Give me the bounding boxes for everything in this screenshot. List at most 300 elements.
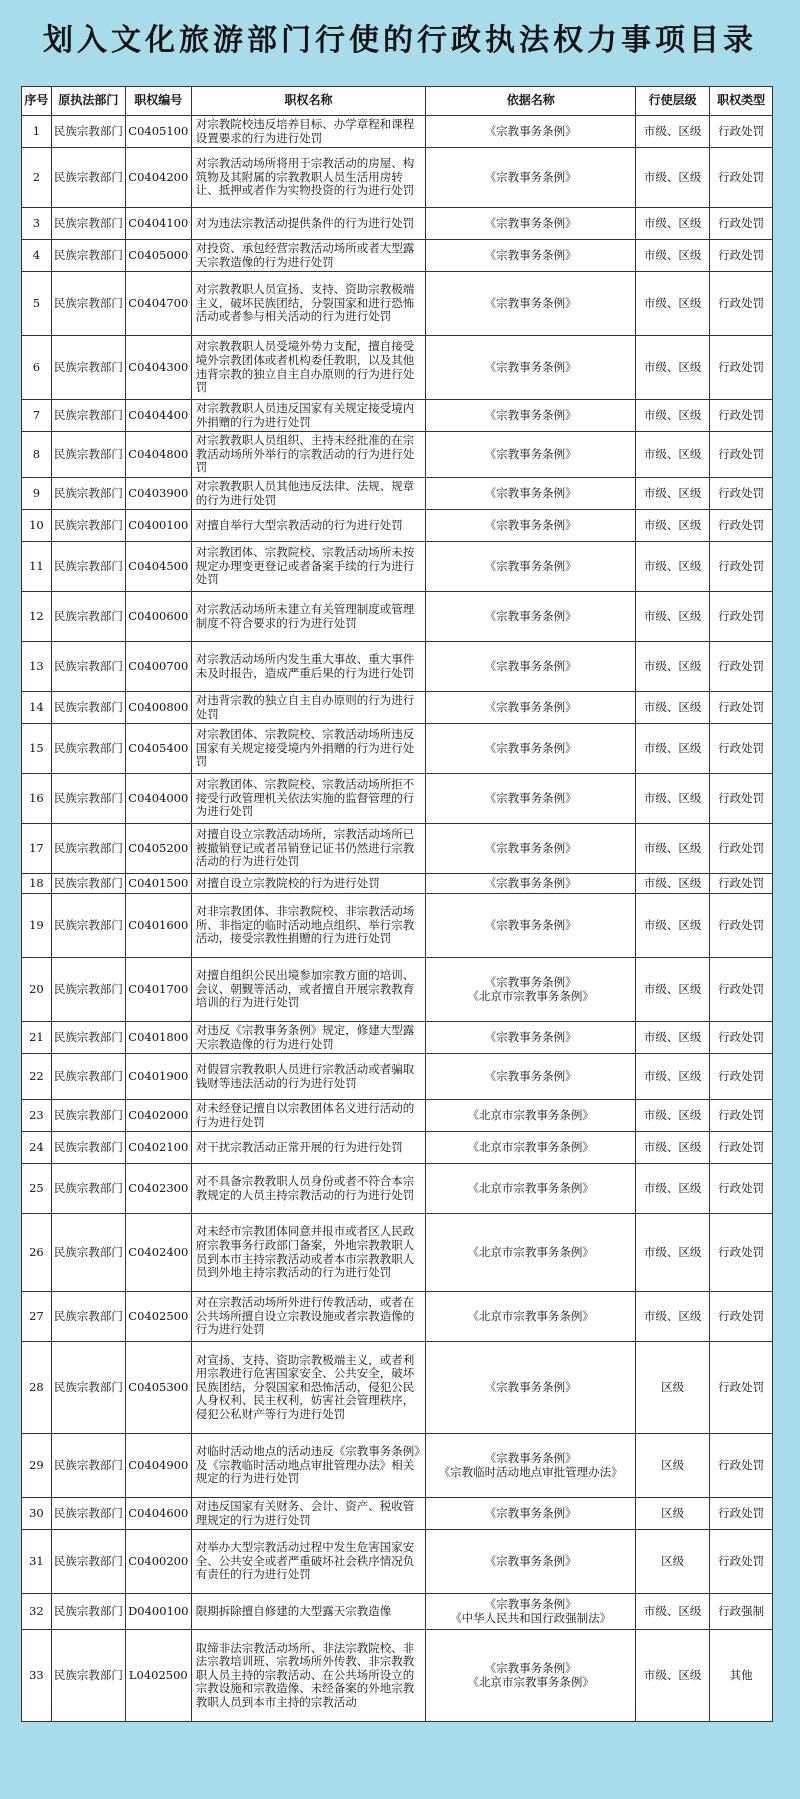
- cell-name: 对宗教团体、宗教院校、宗教活动场所违反国家有关规定接受境内外捐赠的行为进行处罚: [191, 724, 426, 774]
- cell-no: 11: [22, 542, 52, 592]
- table-row: [22, 336, 773, 400]
- cell-dept: 民族宗教部门: [51, 478, 125, 510]
- basis-item: 《宗教事务条例》: [484, 974, 577, 989]
- cell-no: 13: [22, 642, 52, 692]
- cell-name: 限期拆除擅自修建的大型露天宗教造像: [191, 1594, 426, 1630]
- cell-dept: 民族宗教部门: [51, 1022, 125, 1054]
- cell-type: 行政处罚: [710, 642, 773, 692]
- cell-dept: 民族宗教部门: [51, 432, 125, 478]
- cell-code: C0400100: [125, 510, 191, 542]
- table-row: [22, 1054, 773, 1100]
- cell-level: 区级: [636, 1342, 710, 1434]
- cell-no: 12: [22, 592, 52, 642]
- cell-name: 对违背宗教的独立自主自办原则的行为进行处罚: [191, 692, 426, 724]
- cell-level: 区级: [636, 1434, 710, 1498]
- cell-name: 对投资、承包经营宗教活动场所或者大型露天宗教造像的行为进行处罚: [191, 240, 426, 272]
- table-row: [22, 592, 773, 642]
- cell-code: C0402500: [125, 1292, 191, 1342]
- table-row: [22, 148, 773, 208]
- table-row: [22, 1100, 773, 1132]
- basis-item: 《北京市宗教事务条例》: [467, 1180, 594, 1195]
- cell-name: 对宗教教职人员组织、主持未经批准的在宗教活动场所外举行的宗教活动的行为进行处罚: [191, 432, 426, 478]
- table-row: [22, 724, 773, 774]
- basis-item: 《北京市宗教事务条例》: [467, 1674, 594, 1689]
- cell-no: 23: [22, 1100, 52, 1132]
- cell-dept: 民族宗教部门: [51, 874, 125, 894]
- cell-basis: [426, 542, 636, 592]
- cell-type: 行政处罚: [710, 958, 773, 1022]
- header-level: 行使层级: [636, 87, 710, 116]
- cell-name: 对擅自设立宗教活动场所，宗教活动场所已被撤销登记或者吊销登记证书仍然进行宗教活动的行为进行处罚: [191, 824, 426, 874]
- cell-type: 行政处罚: [710, 400, 773, 432]
- cell-type: 行政处罚: [710, 510, 773, 542]
- cell-level: 市级、区级: [636, 958, 710, 1022]
- table-row: [22, 1164, 773, 1214]
- cell-dept: 民族宗教部门: [51, 1530, 125, 1594]
- cell-no: 30: [22, 1498, 52, 1530]
- cell-name: 对未经登记擅自以宗教团体名义进行活动的行为进行处罚: [191, 1100, 426, 1132]
- cell-type: 行政处罚: [710, 1164, 773, 1214]
- cell-dept: 民族宗教部门: [51, 1594, 125, 1630]
- cell-name: 对宗教教职人员宣扬、支持、资助宗教极端主义，破坏民族团结，分裂国家和进行恐怖活动或者参与相关活动的行为进行处罚: [191, 272, 426, 336]
- cell-code: C0405100: [125, 116, 191, 148]
- cell-code: C0400200: [125, 1530, 191, 1594]
- cell-basis: [426, 432, 636, 478]
- cell-code: C0402100: [125, 1132, 191, 1164]
- cell-no: 32: [22, 1594, 52, 1630]
- basis-item: 《宗教事务条例》: [484, 407, 577, 422]
- table-row: [22, 432, 773, 478]
- cell-code: C0401900: [125, 1054, 191, 1100]
- cell-name: 对宗教团体、宗教院校、宗教活动场所拒不接受行政管理机关依法实施的监督管理的行为进行处罚: [191, 774, 426, 824]
- cell-code: D0400100: [125, 1594, 191, 1630]
- table-row: [22, 824, 773, 874]
- cell-basis: [426, 1342, 636, 1434]
- cell-level: 市级、区级: [636, 1054, 710, 1100]
- cell-name: 对擅自设立宗教院校的行为进行处罚: [191, 874, 426, 894]
- cell-code: C0401700: [125, 958, 191, 1022]
- cell-type: 行政处罚: [710, 148, 773, 208]
- cell-level: 市级、区级: [636, 240, 710, 272]
- cell-type: 其他: [710, 1630, 773, 1722]
- cell-type: 行政处罚: [710, 774, 773, 824]
- cell-no: 16: [22, 774, 52, 824]
- basis-item: 《宗教事务条例》: [484, 359, 577, 374]
- basis-item: 《宗教事务条例》: [484, 247, 577, 262]
- cell-name: 对宗教活动场所将用于宗教活动的房屋、构筑物及其附属的宗教教职人员生活用房转让、抵押或者作为实物投资的行为进行处罚: [191, 148, 426, 208]
- cell-basis: [426, 774, 636, 824]
- cell-code: C0401600: [125, 894, 191, 958]
- cell-level: 市级、区级: [636, 774, 710, 824]
- cell-type: 行政强制: [710, 1594, 773, 1630]
- cell-name: 对宗教教职人员受境外势力支配，擅自接受境外宗教团体或者机构委任教职，以及其他违背宗教的独立自主自办原则的行为进行处罚: [191, 336, 426, 400]
- cell-name: 对未经市宗教团体同意并报市或者区人民政府宗教事务行政部门备案，外地宗教教职人员到本市主持宗教活动或者本市宗教教职人员到外地主持宗教活动的行为进行处罚: [191, 1214, 426, 1292]
- basis-item: 《宗教事务条例》: [484, 558, 577, 573]
- cell-code: C0404400: [125, 400, 191, 432]
- cell-code: C0402300: [125, 1164, 191, 1214]
- cell-type: 行政处罚: [710, 692, 773, 724]
- header-dept: 原执法部门: [51, 87, 125, 116]
- cell-basis: [426, 642, 636, 692]
- cell-dept: 民族宗教部门: [51, 400, 125, 432]
- cell-basis: [426, 1594, 636, 1630]
- table-row: [22, 478, 773, 510]
- table-row: [22, 894, 773, 958]
- cell-type: 行政处罚: [710, 592, 773, 642]
- cell-no: 1: [22, 116, 52, 148]
- cell-basis: [426, 692, 636, 724]
- basis-item: 《宗教事务条例》: [484, 790, 577, 805]
- cell-name: 对举办大型宗教活动过程中发生危害国家安全、公共安全或者严重破坏社会秩序情况负有责任的行为进行处罚: [191, 1530, 426, 1594]
- cell-basis: [426, 874, 636, 894]
- cell-type: 行政处罚: [710, 1132, 773, 1164]
- cell-no: 2: [22, 148, 52, 208]
- basis-item: 《宗教事务条例》: [484, 485, 577, 500]
- basis-item: 《宗教事务条例》: [484, 1450, 577, 1465]
- cell-level: 区级: [636, 1498, 710, 1530]
- cell-dept: 民族宗教部门: [51, 642, 125, 692]
- cell-dept: 民族宗教部门: [51, 894, 125, 958]
- cell-type: 行政处罚: [710, 432, 773, 478]
- table-row: [22, 1132, 773, 1164]
- cell-name: 对宗教教职人员违反国家有关规定接受境内外捐赠的行为进行处罚: [191, 400, 426, 432]
- cell-level: 市级、区级: [636, 116, 710, 148]
- cell-basis: [426, 240, 636, 272]
- cell-no: 18: [22, 874, 52, 894]
- cell-dept: 民族宗教部门: [51, 692, 125, 724]
- cell-type: 行政处罚: [710, 1054, 773, 1100]
- cell-level: 市级、区级: [636, 400, 710, 432]
- cell-level: 市级、区级: [636, 432, 710, 478]
- cell-basis: [426, 1054, 636, 1100]
- cell-name: 对临时活动地点的活动违反《宗教事务条例》及《宗教临时活动地点审批管理办法》相关规定的行为进行处罚: [191, 1434, 426, 1498]
- header-row: [22, 87, 773, 116]
- cell-basis: [426, 1022, 636, 1054]
- cell-basis: [426, 724, 636, 774]
- cell-name: 对假冒宗教教职人员进行宗教活动或者骗取钱财等违法活动的行为进行处罚: [191, 1054, 426, 1100]
- table-row: [22, 208, 773, 240]
- cell-level: 市级、区级: [636, 148, 710, 208]
- cell-level: 市级、区级: [636, 692, 710, 724]
- cell-dept: 民族宗教部门: [51, 1054, 125, 1100]
- cell-code: C0401800: [125, 1022, 191, 1054]
- cell-basis: [426, 958, 636, 1022]
- cell-dept: 民族宗教部门: [51, 510, 125, 542]
- cell-code: C0404700: [125, 272, 191, 336]
- cell-no: 27: [22, 1292, 52, 1342]
- table-body: [22, 116, 773, 1722]
- cell-dept: 民族宗教部门: [51, 240, 125, 272]
- basis-item: 《北京市宗教事务条例》: [467, 1107, 594, 1122]
- basis-item: 《北京市宗教事务条例》: [467, 1244, 594, 1259]
- cell-dept: 民族宗教部门: [51, 1100, 125, 1132]
- cell-dept: 民族宗教部门: [51, 1214, 125, 1292]
- cell-level: 市级、区级: [636, 208, 710, 240]
- basis-item: 《宗教临时活动地点审批管理办法》: [438, 1464, 623, 1479]
- cell-no: 20: [22, 958, 52, 1022]
- table-row: [22, 272, 773, 336]
- cell-basis: [426, 1100, 636, 1132]
- cell-code: C0405300: [125, 1342, 191, 1434]
- cell-basis: [426, 824, 636, 874]
- cell-basis: [426, 1434, 636, 1498]
- cell-dept: 民族宗教部门: [51, 774, 125, 824]
- basis-item: 《宗教事务条例》: [484, 169, 577, 184]
- cell-no: 29: [22, 1434, 52, 1498]
- cell-no: 14: [22, 692, 52, 724]
- basis-item: 《宗教事务条例》: [484, 1660, 577, 1675]
- cell-basis: [426, 1132, 636, 1164]
- cell-type: 行政处罚: [710, 894, 773, 958]
- table-row: [22, 1214, 773, 1292]
- basis-item: 《宗教事务条例》: [484, 740, 577, 755]
- table-row: [22, 1630, 773, 1722]
- power-list-table: [21, 86, 773, 1722]
- cell-dept: 民族宗教部门: [51, 592, 125, 642]
- cell-basis: [426, 400, 636, 432]
- basis-item: 《宗教事务条例》: [484, 917, 577, 932]
- table-row: [22, 1498, 773, 1530]
- header-name: 职权名称: [191, 87, 426, 116]
- table-row: [22, 1292, 773, 1342]
- cell-level: 市级、区级: [636, 1132, 710, 1164]
- cell-dept: 民族宗教部门: [51, 148, 125, 208]
- cell-no: 19: [22, 894, 52, 958]
- table-row: [22, 1594, 773, 1630]
- cell-basis: [426, 208, 636, 240]
- cell-basis: [426, 336, 636, 400]
- basis-item: 《宗教事务条例》: [484, 840, 577, 855]
- cell-type: 行政处罚: [710, 116, 773, 148]
- cell-type: 行政处罚: [710, 1342, 773, 1434]
- cell-no: 15: [22, 724, 52, 774]
- cell-no: 26: [22, 1214, 52, 1292]
- cell-code: C0400700: [125, 642, 191, 692]
- cell-type: 行政处罚: [710, 824, 773, 874]
- cell-level: 市级、区级: [636, 592, 710, 642]
- cell-dept: 民族宗教部门: [51, 1630, 125, 1722]
- cell-code: L0402500: [125, 1630, 191, 1722]
- cell-level: 市级、区级: [636, 1022, 710, 1054]
- cell-dept: 民族宗教部门: [51, 208, 125, 240]
- cell-type: 行政处罚: [710, 874, 773, 894]
- cell-name: 对非宗教团体、非宗教院校、非宗教活动场所、非指定的临时活动地点组织、举行宗教活动，接受宗教性捐赠的行为进行处罚: [191, 894, 426, 958]
- cell-code: C0404200: [125, 148, 191, 208]
- cell-name: 取缔非法宗教活动场所、非法宗教院校、非法宗教培训班、宗教场所外传教、非宗教教职人员主持的宗教活动、在公共场所设立的宗教设施和宗教造像、未经备案的外地宗教教职人员到本市主持的宗教活动: [191, 1630, 426, 1722]
- cell-basis: [426, 272, 636, 336]
- cell-basis: [426, 1164, 636, 1214]
- cell-name: 对违反国家有关财务、会计、资产、税收管理规定的行为进行处罚: [191, 1498, 426, 1530]
- cell-no: 24: [22, 1132, 52, 1164]
- basis-item: 《宗教事务条例》: [484, 123, 577, 138]
- cell-name: 对在宗教活动场所外进行传教活动，或者在公共场所擅自设立宗教设施或者宗教造像的行为进行处罚: [191, 1292, 426, 1342]
- cell-name: 对违反《宗教事务条例》规定，修建大型露天宗教造像的行为进行处罚: [191, 1022, 426, 1054]
- cell-level: 市级、区级: [636, 1164, 710, 1214]
- cell-level: 市级、区级: [636, 1292, 710, 1342]
- cell-no: 33: [22, 1630, 52, 1722]
- cell-no: 22: [22, 1054, 52, 1100]
- cell-basis: [426, 592, 636, 642]
- table-row: [22, 400, 773, 432]
- cell-no: 21: [22, 1022, 52, 1054]
- basis-item: 《宗教事务条例》: [484, 295, 577, 310]
- cell-basis: [426, 1630, 636, 1722]
- basis-item: 《宗教事务条例》: [484, 517, 577, 532]
- basis-item: 《宗教事务条例》: [484, 1068, 577, 1083]
- cell-level: 市级、区级: [636, 272, 710, 336]
- cell-name: 对为违法宗教活动提供条件的行为进行处罚: [191, 208, 426, 240]
- table-row: [22, 874, 773, 894]
- cell-code: C0403900: [125, 478, 191, 510]
- cell-level: 市级、区级: [636, 510, 710, 542]
- table-row: [22, 692, 773, 724]
- basis-item: 《宗教事务条例》: [484, 875, 577, 890]
- table-row: [22, 1434, 773, 1498]
- cell-name: 对宗教教职人员其他违反法律、法规、规章的行为进行处罚: [191, 478, 426, 510]
- cell-level: 市级、区级: [636, 824, 710, 874]
- cell-level: 市级、区级: [636, 642, 710, 692]
- basis-item: 《北京市宗教事务条例》: [467, 1139, 594, 1154]
- cell-basis: [426, 148, 636, 208]
- basis-item: 《宗教事务条例》: [484, 446, 577, 461]
- header-basis: 依据名称: [426, 87, 636, 116]
- cell-dept: 民族宗教部门: [51, 542, 125, 592]
- cell-type: 行政处罚: [710, 724, 773, 774]
- cell-name: 对干扰宗教活动正常开展的行为进行处罚: [191, 1132, 426, 1164]
- cell-code: C0404900: [125, 1434, 191, 1498]
- cell-name: 对宗教活动场所未建立有关管理制度或管理制度不符合要求的行为进行处罚: [191, 592, 426, 642]
- cell-type: 行政处罚: [710, 1100, 773, 1132]
- cell-code: C0404500: [125, 542, 191, 592]
- cell-dept: 民族宗教部门: [51, 116, 125, 148]
- cell-dept: 民族宗教部门: [51, 272, 125, 336]
- cell-type: 行政处罚: [710, 1530, 773, 1594]
- basis-item: 《宗教事务条例》: [484, 658, 577, 673]
- table-row: [22, 510, 773, 542]
- cell-level: 市级、区级: [636, 894, 710, 958]
- cell-level: 市级、区级: [636, 542, 710, 592]
- cell-level: 市级、区级: [636, 1100, 710, 1132]
- header-code: 职权编号: [125, 87, 191, 116]
- cell-level: 区级: [636, 1530, 710, 1594]
- page-title: 划入文化旅游部门行使的行政执法权力事项目录: [43, 23, 757, 58]
- cell-basis: [426, 1292, 636, 1342]
- cell-dept: 民族宗教部门: [51, 1498, 125, 1530]
- cell-code: C0404600: [125, 1498, 191, 1530]
- cell-no: 3: [22, 208, 52, 240]
- cell-name: 对宗教团体、宗教院校、宗教活动场所未按规定办理变更登记或者备案手续的行为进行处罚: [191, 542, 426, 592]
- cell-dept: 民族宗教部门: [51, 824, 125, 874]
- cell-level: 市级、区级: [636, 724, 710, 774]
- basis-item: 《宗教事务条例》: [484, 1505, 577, 1520]
- cell-type: 行政处罚: [710, 1434, 773, 1498]
- header-type: 职权类型: [710, 87, 773, 116]
- basis-item: 《宗教事务条例》: [484, 699, 577, 714]
- cell-name: 对擅自组织公民出境参加宗教方面的培训、会议、朝觐等活动，或者擅自开展宗教教育培训的行为进行处罚: [191, 958, 426, 1022]
- cell-level: 市级、区级: [636, 1630, 710, 1722]
- cell-type: 行政处罚: [710, 272, 773, 336]
- basis-item: 《北京市宗教事务条例》: [467, 1308, 594, 1323]
- cell-level: 市级、区级: [636, 478, 710, 510]
- cell-no: 5: [22, 272, 52, 336]
- table-row: [22, 642, 773, 692]
- cell-name: 对不具备宗教教职人员身份或者不符合本宗教规定的人员主持宗教活动的行为进行处罚: [191, 1164, 426, 1214]
- cell-dept: 民族宗教部门: [51, 724, 125, 774]
- basis-item: 《中华人民共和国行政强制法》: [450, 1610, 612, 1625]
- table-row: [22, 774, 773, 824]
- cell-code: C0404800: [125, 432, 191, 478]
- cell-dept: 民族宗教部门: [51, 336, 125, 400]
- cell-level: 市级、区级: [636, 1594, 710, 1630]
- cell-type: 行政处罚: [710, 1214, 773, 1292]
- basis-item: 《宗教事务条例》: [484, 1596, 577, 1611]
- cell-no: 9: [22, 478, 52, 510]
- table-row: [22, 542, 773, 592]
- table-row: [22, 240, 773, 272]
- cell-dept: 民族宗教部门: [51, 958, 125, 1022]
- cell-no: 25: [22, 1164, 52, 1214]
- cell-level: 市级、区级: [636, 874, 710, 894]
- cell-type: 行政处罚: [710, 336, 773, 400]
- cell-no: 10: [22, 510, 52, 542]
- cell-code: C0402000: [125, 1100, 191, 1132]
- cell-code: C0404000: [125, 774, 191, 824]
- cell-dept: 民族宗教部门: [51, 1164, 125, 1214]
- cell-basis: [426, 116, 636, 148]
- basis-item: 《宗教事务条例》: [484, 1553, 577, 1568]
- cell-no: 7: [22, 400, 52, 432]
- cell-no: 8: [22, 432, 52, 478]
- basis-item: 《宗教事务条例》: [484, 1379, 577, 1394]
- cell-level: 市级、区级: [636, 1214, 710, 1292]
- cell-dept: 民族宗教部门: [51, 1292, 125, 1342]
- cell-name: 对宣扬、支持、资助宗教极端主义，或者利用宗教进行危害国家安全、公共安全，破坏民族团结，分裂国家和恐怖活动，侵犯公民人身权利、民主权利，妨害社会管理秩序，侵犯公私财产等行为进行处罚: [191, 1342, 426, 1434]
- cell-dept: 民族宗教部门: [51, 1434, 125, 1498]
- cell-name: 对宗教院校违反培养目标、办学章程和课程设置要求的行为进行处罚: [191, 116, 426, 148]
- cell-basis: [426, 1498, 636, 1530]
- cell-basis: [426, 1214, 636, 1292]
- cell-dept: 民族宗教部门: [51, 1132, 125, 1164]
- cell-type: 行政处罚: [710, 1498, 773, 1530]
- cell-basis: [426, 478, 636, 510]
- table-header: [22, 87, 773, 116]
- header-no: 序号: [22, 87, 52, 116]
- cell-name: 对宗教活动场所内发生重大事故、重大事件未及时报告，造成严重后果的行为进行处罚: [191, 642, 426, 692]
- cell-code: C0404100: [125, 208, 191, 240]
- cell-code: C0402400: [125, 1214, 191, 1292]
- cell-type: 行政处罚: [710, 478, 773, 510]
- cell-code: C0400600: [125, 592, 191, 642]
- cell-code: C0405200: [125, 824, 191, 874]
- cell-no: 4: [22, 240, 52, 272]
- cell-basis: [426, 894, 636, 958]
- cell-type: 行政处罚: [710, 1292, 773, 1342]
- cell-no: 28: [22, 1342, 52, 1434]
- table-row: [22, 116, 773, 148]
- cell-dept: 民族宗教部门: [51, 1342, 125, 1434]
- cell-code: C0401500: [125, 874, 191, 894]
- cell-type: 行政处罚: [710, 1022, 773, 1054]
- table-row: [22, 1022, 773, 1054]
- basis-item: 《宗教事务条例》: [484, 215, 577, 230]
- cell-type: 行政处罚: [710, 542, 773, 592]
- cell-type: 行政处罚: [710, 208, 773, 240]
- table-row: [22, 1342, 773, 1434]
- cell-no: 17: [22, 824, 52, 874]
- cell-code: C0404300: [125, 336, 191, 400]
- cell-type: 行政处罚: [710, 240, 773, 272]
- table-row: [22, 1530, 773, 1594]
